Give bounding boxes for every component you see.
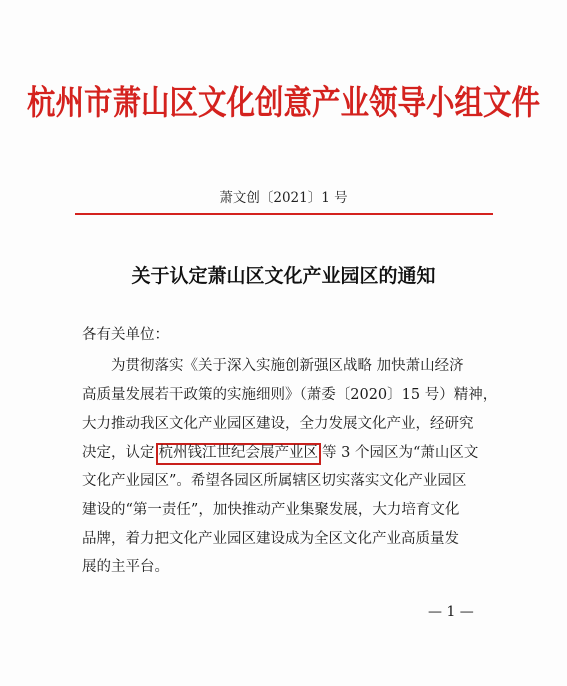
body-line-4-before: 决定，认定 (82, 445, 155, 461)
body-line-4-after: 等 3 个园区为“萧山区文 (322, 445, 479, 461)
document-header-title: 杭州市萧山区文化创意产业领导小组文件 (26, 83, 540, 123)
body-line-1: 为贯彻落实《关于深入实施创新强区战略 加快萧山经济 (111, 358, 464, 374)
body-line-6: 建设的“第一责任”，加快推动产业集聚发展，大力培育文化 (82, 502, 460, 518)
body-line-4 (82, 441, 478, 465)
body-line-3: 大力推动我区文化产业园区建设，全力发展文化产业，经研究 (82, 416, 474, 432)
body-line-2: 高质量发展若干政策的实施细则》（萧委〔2020〕15 号）精神， (82, 387, 498, 403)
salutation: 各有关单位： (82, 327, 169, 343)
header-red-rule (75, 213, 493, 215)
highlighted-park-name: 杭州钱江世纪会展产业区 (156, 443, 322, 465)
body-line-5: 文化产业园区”。希望各园区所属辖区切实落实文化产业园区 (82, 473, 467, 489)
body-line-8: 展的主平台。 (82, 559, 169, 575)
document-number: 萧文创〔2021〕1 号 (219, 190, 348, 206)
notice-title: 关于认定萧山区文化产业园区的通知 (131, 265, 436, 287)
body-line-7: 品牌，着力把文化产业园区建设成为全区文化产业高质量发 (82, 531, 459, 547)
page-number: — 1 — (428, 604, 474, 620)
